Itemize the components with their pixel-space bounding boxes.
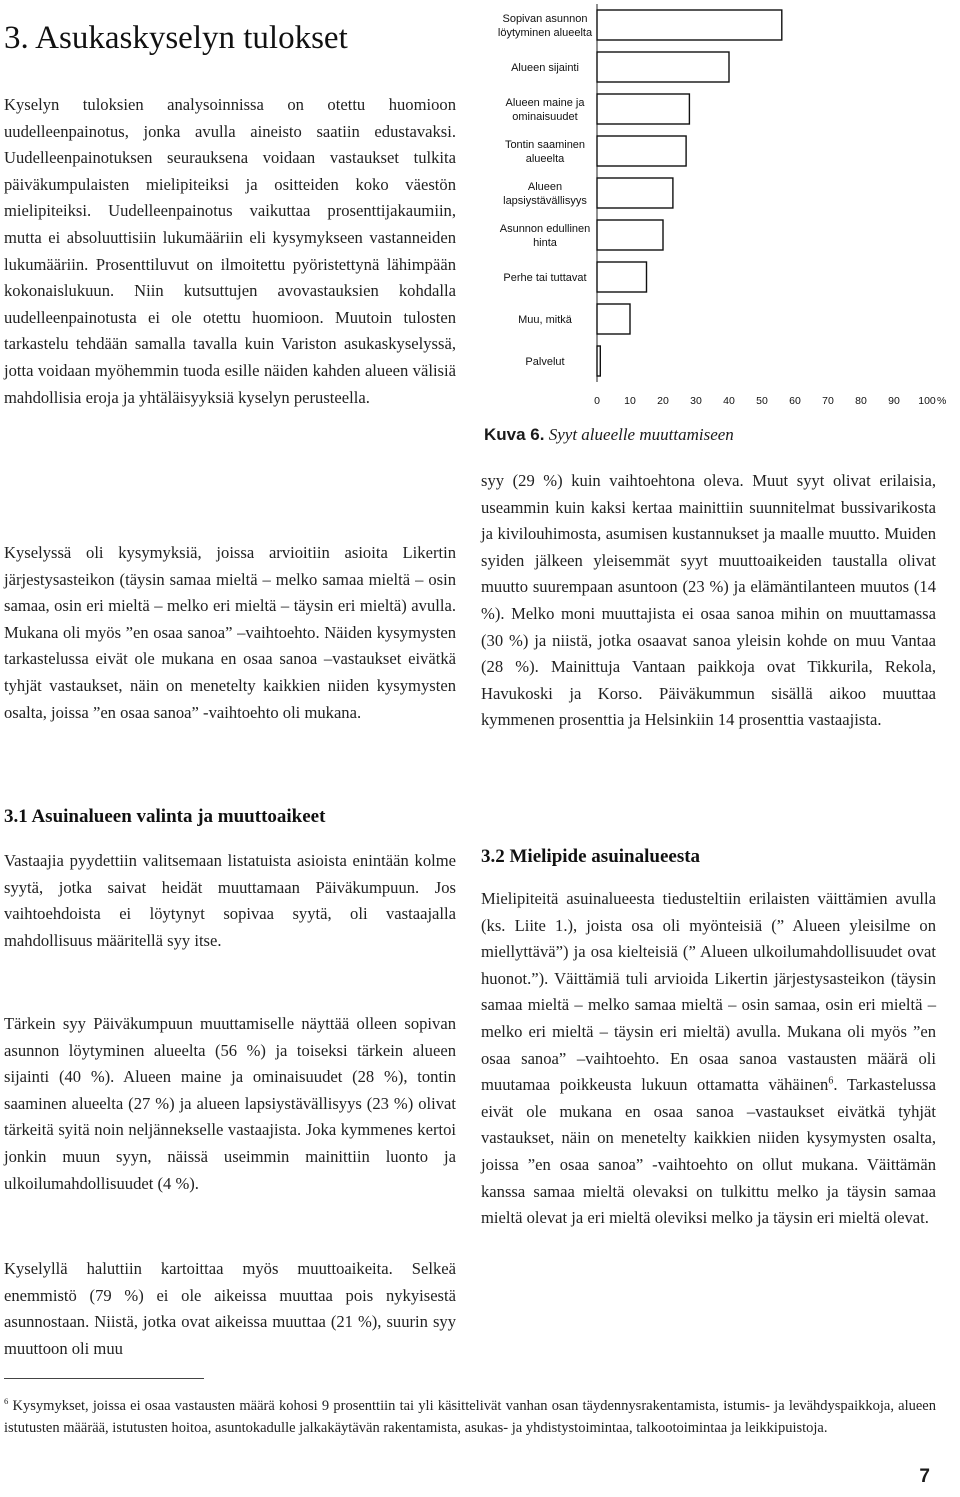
footnote-text: Kysymykset, joissa ei osaa vastausten määrä kohosi 9 prosenttiin tai yli käsittelivät vanhan osan täydennysrakentamista, istumis- ja levähdyspaikkoja, alueen istutusten määrää, istutusten hoitoa, asuntokadulle jalkakäytävän rakentamista, asukas- ja yhdistystoimintaa, talkootoimintaa ja leikkipuistoja.	[4, 1398, 936, 1436]
x-tick-label-4: 40	[723, 395, 735, 407]
footnote-separator	[4, 1378, 204, 1379]
bar-1	[597, 52, 729, 82]
x-unit-label: %	[937, 395, 947, 407]
x-tick-label-5: 50	[756, 395, 768, 407]
opinion-text-a: Mielipiteitä asuinalueesta tiedusteltiin erilaisten väittämien avulla (ks. Liite 1.), joista osa oli myönteisiä (” Alueen yleisilme on miellyttävä”) ja osa kielteisiä (” Alueen ulkoilumahdollisuudet ovat huonot.”). Väittämiä tuli arvioida Likertin järjestysasteikon (täysin samaa mieltä – melko samaa mieltä – osin samaa, osin eri mieltä – melko eri mieltä – täysin eri mieltä) avulla. Mukana oli myös ”en osaa sanoa” –vaihtoehto. En osaa sanoa vastausten määrä oli muutamaa poikkeusta lukuun ottamatta vähäinen	[481, 889, 936, 1095]
moving-paragraph: Kyselyllä haluttiin kartoittaa myös muuttoaikeita. Selkeä enemmistö (79 %) ei ole aikeissa muuttaa pois nykyisestä asunnostaan. Niistä, jotka ovat aikeissa muuttaa (21 %), suurin syy muuttoon oli muu	[4, 1259, 456, 1358]
x-tick-label-9: 90	[888, 395, 900, 407]
section-heading-3-1: 3.1 Asuinalueen valinta ja muuttoaikeet	[4, 806, 326, 827]
category-label-5: Asunnon edullinen hinta	[499, 223, 591, 249]
footnote-number: 6	[4, 1396, 9, 1407]
bar-0	[597, 10, 782, 40]
x-tick-label-1: 10	[624, 395, 636, 407]
moving-reasons-paragraph: syy (29 %) kuin vaihtoehtona oleva. Muut syyt olivat erilaisia, useammin kuin kaksi kertaa mainittiin suunnitelmat bussivarikosta ja kivilouhimosta, asumisen kustannukset ja maalle muutto. Muiden syiden jälkeen yleisemmät syyt muuttoaikeiden taustalla olivat muutto suurempaan asuntoon (23 %) ja elämäntilanteen muutos (14 %). Melko moni muuttajista ei osaa sanoa mihin on muuttamassa (30 %) ja niistä, jotka osaavat sanoa yleisin kohde on muu Vantaa (28 %). Mainittuja Vantaan paikkoja ovat Tikkurila, Rekola, Havukoski ja Korso. Päiväkummun sisällä aikoo muuttaa kymmenen prosenttia ja Helsinkiin 14 prosenttia vastaajista.	[481, 471, 936, 730]
footnote-ref: 6	[828, 1075, 834, 1087]
page-title: 3. Asukaskyselyn tulokset	[4, 20, 348, 56]
likert-paragraph: Kyselyssä oli kysymyksiä, joissa arvioitiin asioita Likertin järjestysasteikon (täysin samaa mieltä – melko samaa mieltä – osin samaa, osin eri mieltä – melko eri mieltä – täysin eri mieltä) avulla. Mukana oli myös ”en osaa sanoa” –vaihtoehto. Näiden kysymysten tarkastelussa eivät ole mukana en osaa sanoa –vastaukset eivätkä tyhjät vastaukset, näin on menetelty kaikkien niiden kysymysten osalta, joissa ”en osaa sanoa” -vaihtoehto oli mukana.	[4, 543, 456, 722]
figure-caption	[484, 425, 734, 445]
bar-5	[597, 220, 663, 250]
x-tick-label-2: 20	[657, 395, 669, 407]
category-label-0: Sopivan asunnon löytyminen alueelta	[497, 13, 593, 39]
x-tick-label-0: 0	[594, 395, 600, 407]
category-label-8: Palvelut	[525, 356, 565, 368]
figure-caption-text: Syyt alueelle muuttamiseen	[548, 425, 734, 444]
section-heading-3-2: 3.2 Mielipide asuinalueesta	[481, 846, 701, 867]
category-label-7: Muu, mitkä	[518, 314, 572, 326]
x-tick-label-6: 60	[789, 395, 801, 407]
footnote	[4, 1395, 936, 1439]
bar-3	[597, 136, 686, 166]
bar-2	[597, 94, 689, 124]
x-tick-label-8: 80	[855, 395, 867, 407]
x-tick-label-7: 70	[822, 395, 834, 407]
category-label-2: Alueen maine ja ominaisuudet	[505, 97, 585, 123]
selection-paragraph: Vastaajia pyydettiin valitsemaan listatuista asioista enintään kolme syytä, jotka saivat heidät muuttamaan Päiväkumpuun. Jos vaihtoehdoista ei löytynyt sopivaa syytä, oli vastaajalla mahdollisuus määritellä syy itse.	[4, 851, 456, 950]
x-tick-label-3: 30	[690, 395, 702, 407]
bar-4	[597, 178, 673, 208]
opinion-paragraph	[481, 886, 936, 1232]
bar-8	[597, 346, 600, 376]
figure-caption-label: Kuva 6.	[484, 425, 545, 444]
x-tick-label-10: 100	[918, 395, 936, 407]
opinion-text-b: . Tarkastelussa eivät ole mukana en osaa sanoa –vastaukset eivätkä tyhjät vastaukset, näin on menetelty kaikkien niiden kysymysten osalta, joissa ”en osaa sanoa” -vaihtoehto on ollut mukana. Väittämän kanssa samaa mieltä olevaksi on tulkittu melko ja täysin samaa mieltä olevat ja eri mieltä oleviksi melko ja täysin eri mieltä olevat.	[481, 1075, 936, 1228]
bar-7	[597, 304, 630, 334]
bar-6	[597, 262, 647, 292]
category-label-1: Alueen sijainti	[511, 62, 579, 74]
category-label-4: Alueen lapsiystävällisyys	[503, 181, 587, 207]
category-label-3: Tontin saaminen alueelta	[504, 139, 586, 165]
page-number: 7	[919, 1466, 930, 1487]
reasons-bar-chart	[470, 0, 960, 418]
category-label-6: Perhe tai tuttavat	[503, 272, 587, 284]
reasons-paragraph: Tärkein syy Päiväkumpuun muuttamiselle näyttää olleen sopivan asunnon löytyminen alueelta (56 %) ja toiseksi tärkein alueen sijainti (40 %). Alueen maine ja ominaisuudet (28 %), tontin saaminen alueelta (27 %) ja alueen lapsiystävällisyys (23 %) olivat tärkeitä syitä noin neljännekselle vastaajista. Joka kymmenes kertoi jonkin muun syyn, näissä useimmin mainittiin luonto ja ulkoilumahdollisuudet (4 %).	[4, 1014, 456, 1193]
intro-paragraph: Kyselyn tuloksien analysoinnissa on otettu huomioon uudelleenpainotus, jonka avulla aineisto saatiin edustavaksi. Uudelleenpainotuksen seurauksena voidaan vastaukset tulkita päiväkumpulaisten mielipiteiksi ja ositteiden koko väestön mielipiteiksi. Uudelleenpainotus vaikuttaa prosenttijakaumiin, mutta ei absoluuttisiin lukumääriin eli kysymykseen vastanneiden lukumääriin. Prosenttiluvut on ilmoitettu pyöristettynä lähimpään kokonaislukuun. Niin kutsuttujen avovastauksien kohdalla uudelleenpainotusta ei ole otettu huomioon. Muutoin tulosten tarkastelu tehdään samalla tavalla kuin Variston asukaskyselyssä, jotta voidaan myöhemmin tuoda esille näiden kahden alueen välisiä mahdollisia eroja ja yhtäläisyyksiä kyselyn perusteella.	[4, 95, 456, 407]
